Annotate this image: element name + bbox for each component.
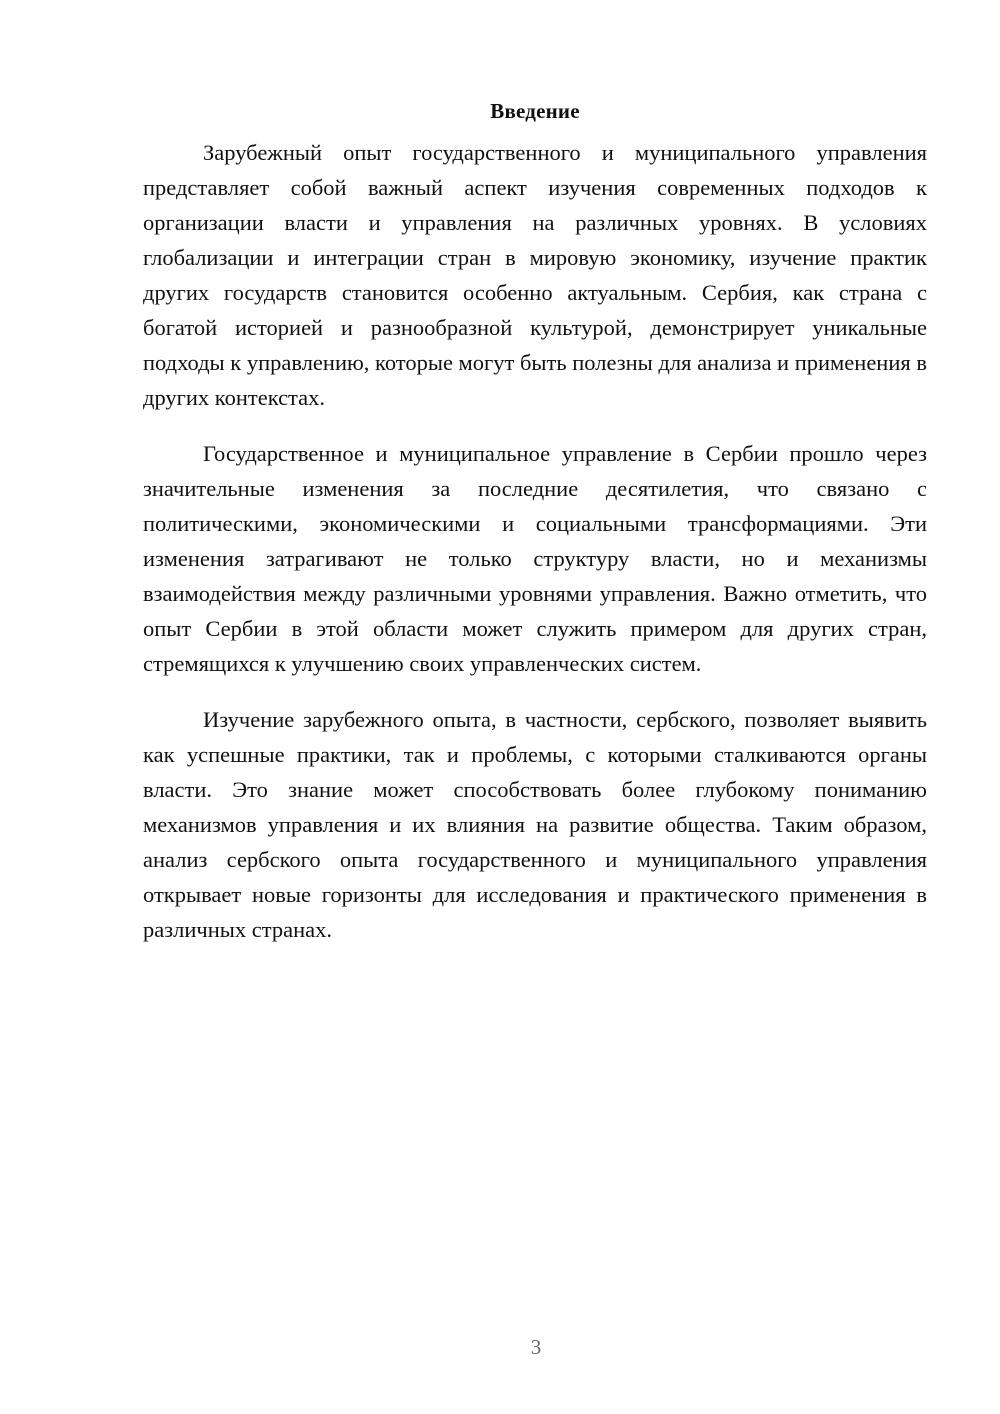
paragraph-3: Изучение зарубежного опыта, в частности, сербского, позволяет выявить как успешные практики, так и проблемы, с которыми сталкиваются органы власти. Это знание может способствовать более глубокому пониманию механизмов управления и их влияния на развитие общества. Таким образом, анализ сербского опыта государственного и муниципального управления открывает новые горизонты для исследования и практического применения в различных странах. bbox=[143, 707, 927, 942]
paragraph-1: Зарубежный опыт государственного и муниципального управления представляет собой важный аспект изучения современных подходов к организации власти и управления на различных уровнях. В условиях глобализации и интеграции стран в мировую экономику, изучение практик других государств становится особенно актуальным. Сербия, как страна с богатой историей и разнообразной культурой, демонстрирует уникальные подходы к управлению, которые могут быть полезны для анализа и применения в других контекстах. bbox=[143, 140, 927, 410]
page-number: 3 bbox=[530, 1335, 542, 1359]
page-content bbox=[143, 96, 927, 947]
paragraph-2: Государственное и муниципальное управление в Сербии прошло через значительные изменения за последние десятилетия, что связано с политическими, экономическими и социальными трансформациями. Эти изменения затрагивают не только структуру власти, но и механизмы взаимодействия между различными уровнями управления. Важно отметить, что опыт Сербии в этой области может служить примером для других стран, стремящихся к улучшению своих управленческих систем. bbox=[143, 441, 927, 676]
section-heading: Введение bbox=[490, 99, 580, 123]
